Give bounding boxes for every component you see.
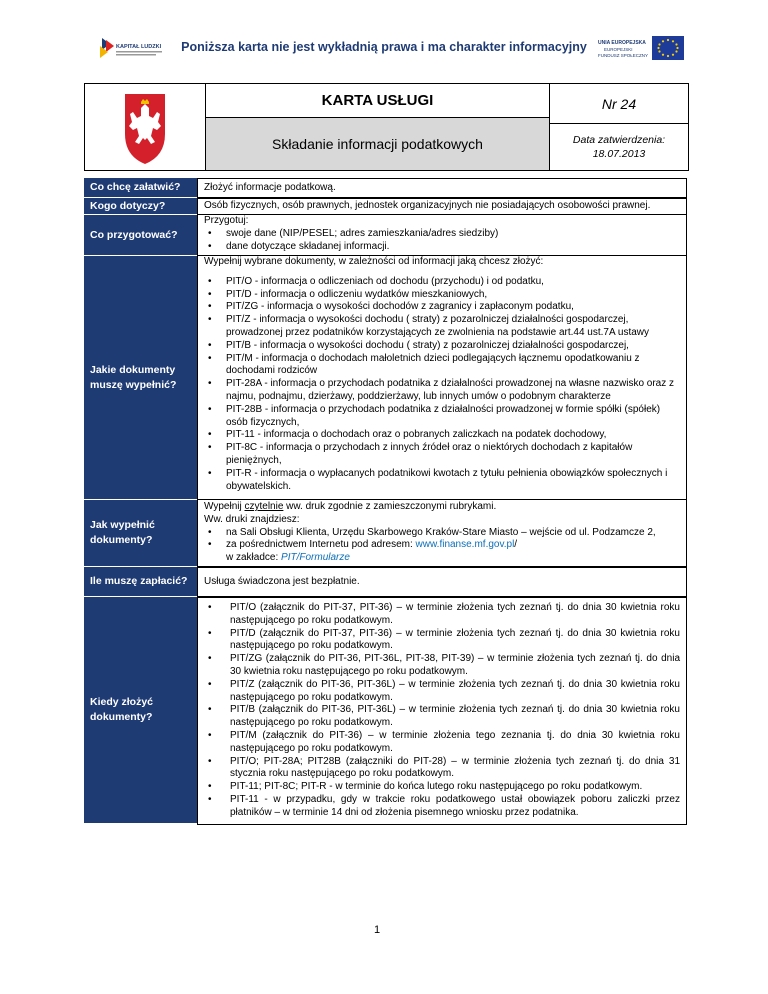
kapital-ludzki-text: KAPITAŁ LUDZKI	[116, 44, 162, 50]
list-item: • PIT/O - informacja o odliczeniach od dochodu (przychodu) i od podatku,	[204, 276, 682, 289]
list-item: • PIT/Z - informacja o wysokości dochodu ( straty) z pozarolniczej działalności gospodarczej, prowadzonej przez podatników korzystających ze zwolnienia na podstawie art.44 ust.7A ustawy	[204, 314, 682, 340]
jakie-intro: Wypełnij wybrane dokumenty, w zależności od informacji jaką chcesz złożyć:	[204, 256, 544, 267]
label-jak-wypelnic: Jak wypełnić dokumenty?	[84, 500, 197, 566]
content-co-przygotowac	[197, 214, 687, 256]
card-number: Nr 24	[550, 84, 688, 124]
list-item: • PIT-11 - informacja o dochodach oraz o pobranych zaliczkach na podatek dochodowy,	[204, 429, 682, 442]
przygotuj-list	[204, 228, 682, 254]
pit-formularze-link[interactable]: PIT/Formularze	[281, 552, 350, 564]
approval-date	[550, 124, 688, 170]
card-subtitle: Składanie informacji podatkowych	[205, 118, 550, 170]
list-item: • PIT/B - informacja o wysokości dochodu ( straty) z pozarolniczej działalności gospodarczej,	[204, 340, 682, 353]
eu-logo-line1: UNIA EUROPEJSKA	[598, 40, 646, 46]
list-item: • PIT/O (załącznik do PIT-37, PIT-36) – w terminie złożenia tych zeznań tj. do dnia 30 kwietnia roku następującego po roku podatkowym.	[204, 602, 680, 628]
list-item: • PIT-11 - w przypadku, gdy w trakcie roku podatkowego ustał obowiązek poboru zaliczki przez płatników – w terminie 14 dni od złożenia pisemnego wniosku przez podatnika.	[204, 794, 680, 820]
list-item: • PIT/Z (załącznik do PIT-36, PIT-36L) – w terminie złożenia tych zeznań tj. do dnia 30 kwietnia roku następującego po roku podatkowym.	[204, 679, 680, 705]
jak-list	[204, 527, 682, 565]
list-item: • PIT/B (załącznik do PIT-36, PIT-36L) – w terminie złożenia tych zeznań tj. do dnia 30 kwietnia roku następującego po roku podatkowym.	[204, 704, 680, 730]
content-jak-wypelnic	[197, 499, 687, 567]
jak-line2: Ww. druki znajdziesz:	[204, 513, 300, 525]
page-number: 1	[374, 924, 381, 936]
label-jakie-dokumenty: Jakie dokumenty muszę wypełnić?	[84, 256, 197, 499]
list-item: • PIT/M (załącznik do PIT-36) – w terminie złożenia tego zeznania tj. do dnia 30 kwietnia roku następującego po roku podatkowym.	[204, 730, 680, 756]
list-item: • PIT-8C - informacja o przychodach z innych źródeł oraz o niektórych dochodach z kapitałów pieniężnych,	[204, 442, 682, 468]
list-item: • PIT/O; PIT-28A; PIT28B (załączniki do PIT-28) – w terminie złożenia tych zeznań tj. do dnia 31 stycznia roku następującego po roku podatkowym.	[204, 756, 680, 782]
list-item: • swoje dane (NIP/PESEL; adres zamieszkania/adres siedziby)	[204, 228, 682, 241]
list-item: • PIT/D - informacja o odliczeniu wydatków mieszkaniowych,	[204, 289, 682, 302]
content-co-chce-zalatwic: Złożyć informacje podatkową.	[197, 178, 687, 198]
list-item: • na Sali Obsługi Klienta, Urzędu Skarbowego Kraków-Stare Miasto – wejście od ul. Podzamcze 2,	[204, 527, 682, 540]
list-item: • PIT/ZG - informacja o wysokości dochodów z zagranicy i zapłaconym podatku,	[204, 301, 682, 314]
eu-logo	[596, 34, 686, 64]
content-kiedy-zlozyc	[197, 597, 687, 825]
list-item: • PIT-R - informacja o wypłacanych podatnikowi kwotach z tytułu pełnienia obowiązków społecznych i obywatelskich.	[204, 468, 682, 494]
polish-eagle-emblem	[97, 90, 193, 166]
title-table	[84, 83, 689, 171]
content-jakie-dokumenty	[197, 255, 687, 500]
eu-logo-line3: FUNDUSZ SPOŁECZNY	[598, 53, 649, 58]
label-kogo-dotyczy: Kogo dotyczy?	[84, 198, 197, 214]
list-item: • za pośrednictwem Internetu pod adresem: www.finanse.mf.gov.pl/ w zakładce: PIT/Formularze	[204, 539, 682, 565]
list-item: • dane dotyczące składanej informacji.	[204, 241, 682, 254]
label-kiedy-zlozyc: Kiedy złożyć dokumenty?	[84, 597, 197, 823]
approval-date-value: 18.07.2013	[592, 148, 646, 160]
content-kogo-dotyczy: Osób fizycznych, osób prawnych, jednostek organizacyjnych nie posiadających osobowości prawnej.	[197, 198, 687, 215]
list-item: • PIT/M - informacja o dochodach małoletnich dzieci podlegających łącznemu opodatkowaniu z dochodami rodziców	[204, 353, 682, 379]
label-ile-musze-zaplacic: Ile muszę zapłacić?	[84, 567, 197, 596]
list-item: • PIT/D (załącznik do PIT-37, PIT-36) – w terminie złożenia tych zeznań tj. do dnia 30 kwietnia roku następującego po roku podatkowym.	[204, 628, 680, 654]
content-ile-musze-zaplacic: Usługa świadczona jest bezpłatnie.	[197, 567, 687, 597]
jak-intro: Wypełnij czytelnie ww. druk zgodnie z zamieszczonymi rubrykami.	[204, 501, 497, 512]
list-item: • PIT-28A - informacja o przychodach podatnika z działalności prowadzonej na własne nazwisko oraz z najmu, podnajmu, dzierżawy, poddzierżawy, lub innych umów o podobnym charakterze	[204, 378, 682, 404]
disclaimer-notice: Poniższa karta nie jest wykładnią prawa i ma charakter informacyjny	[181, 40, 587, 54]
finanse-link[interactable]: www.finanse.mf.gov.pl	[415, 539, 515, 551]
approval-date-label: Data zatwierdzenia:	[572, 133, 666, 146]
deadlines-list	[204, 602, 680, 820]
czytelnie-emphasis: czytelnie	[244, 501, 284, 512]
eu-logo-line2: EUROPEJSKI	[604, 47, 633, 52]
list-item: • PIT-11; PIT-8C; PIT-R - w terminie do końca lutego roku następującego po roku podatkowym.	[204, 781, 680, 794]
label-co-przygotowac: Co przygotować?	[84, 215, 197, 255]
list-item: • PIT/ZG (załącznik do PIT-36, PIT-36L, PIT-38, PIT-39) – w terminie złożenia tych zeznań tj. do dnia 30 kwietnia roku następującego po roku podatkowym.	[204, 653, 680, 679]
documents-list	[204, 276, 682, 494]
label-co-chce-zalatwic: Co chcę załatwić?	[84, 178, 197, 197]
card-title: KARTA USŁUGI	[205, 84, 550, 118]
przygotuj-intro: Przygotuj:	[204, 215, 249, 226]
list-item: • PIT-28B - informacja o przychodach podatnika z działalności prowadzonej w formie spółki (spółek) osób fizycznych,	[204, 404, 682, 430]
